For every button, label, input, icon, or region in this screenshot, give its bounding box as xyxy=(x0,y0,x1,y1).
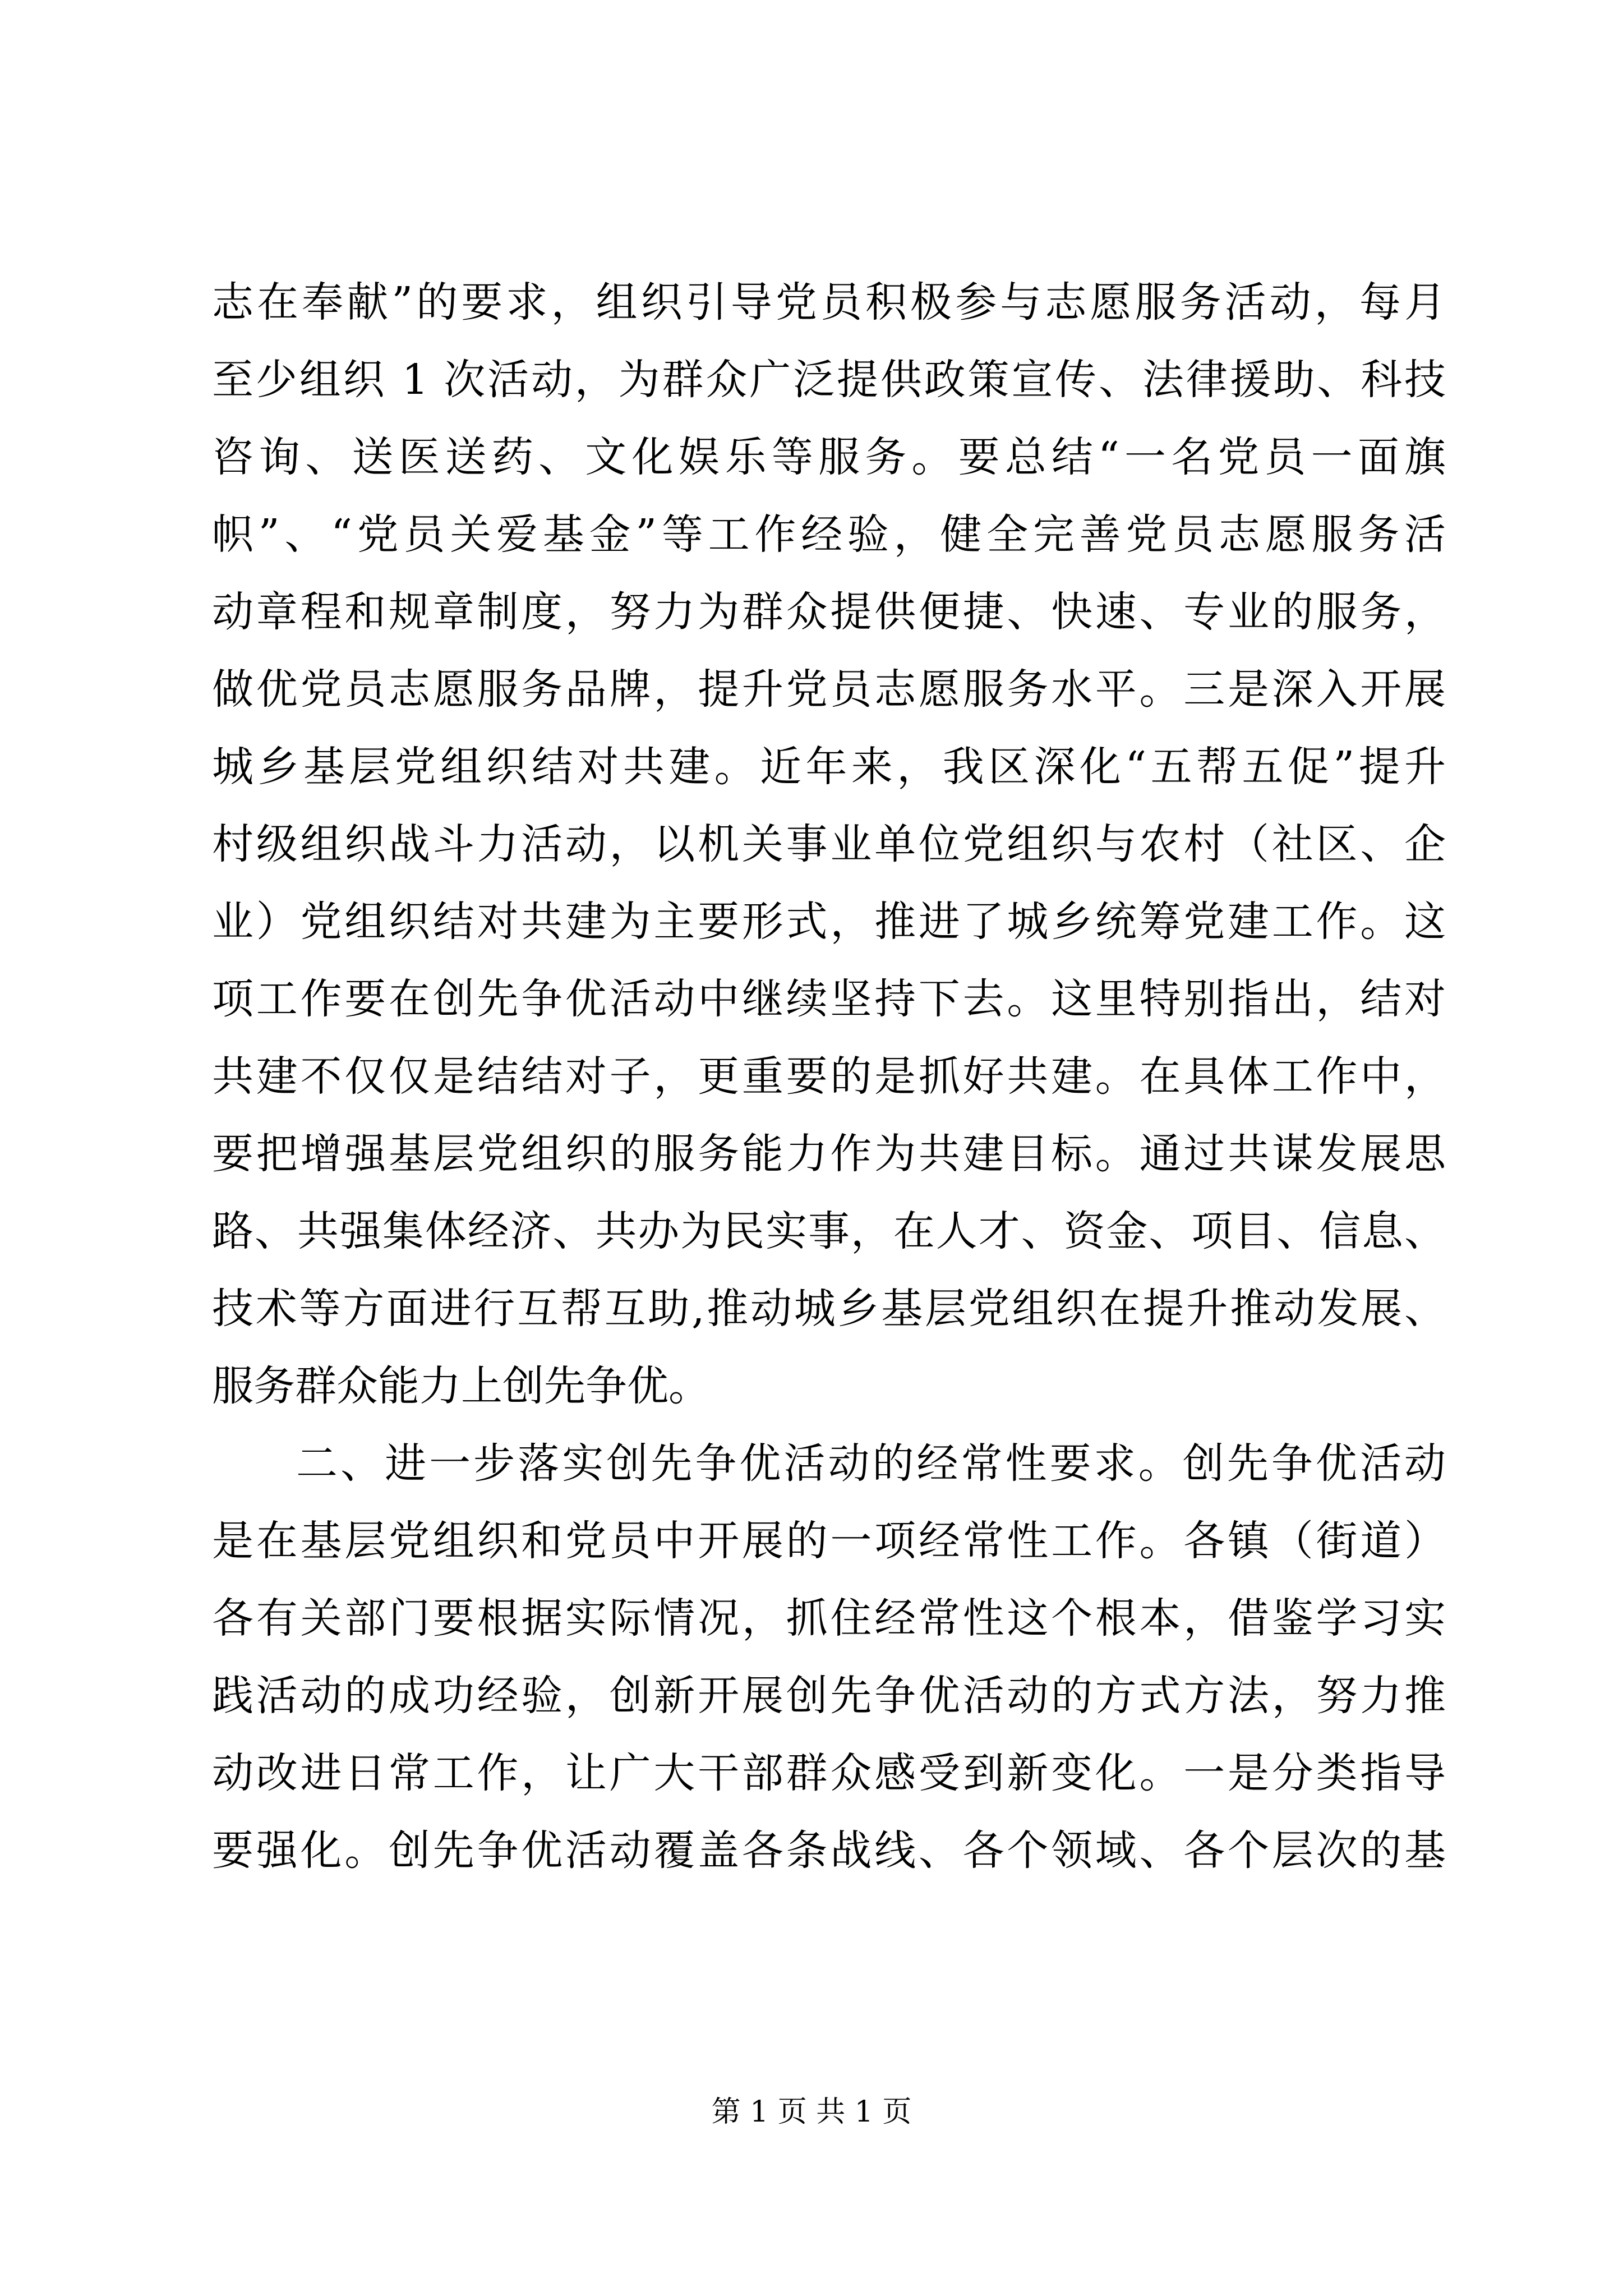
text-line: 要把增强基层党组织的服务能力作为共建目标。通过共谋发展思 xyxy=(212,1130,1446,1178)
text-line: 项工作要在创先争优活动中继续坚持下去。这里特别指出，结对 xyxy=(212,975,1446,1023)
text-line: 践活动的成功经验，创新开展创先争优活动的方式方法，努力推 xyxy=(212,1672,1446,1720)
text-line: 帜”、“党员关爱基金”等工作经验，健全完善党员志愿服务活 xyxy=(212,510,1446,559)
text-line: 城乡基层党组织结对共建。近年来，我区深化“五帮五促”提升 xyxy=(212,743,1446,791)
text-line: 动章程和规章制度，努力为群众提供便捷、快速、专业的服务， xyxy=(212,588,1446,636)
text-line: 共建不仅仅是结结对子，更重要的是抓好共建。在具体工作中， xyxy=(212,1052,1446,1101)
page-footer xyxy=(0,2092,1623,2132)
text-line: 至少组织 1 次活动，为群众广泛提供政策宣传、法律援助、科技 xyxy=(212,356,1446,404)
text-line: 村级组织战斗力活动，以机关事业单位党组织与农村（社区、企 xyxy=(212,820,1446,868)
text-line: 业）党组织结对共建为主要形式，推进了城乡统筹党建工作。这 xyxy=(212,898,1446,946)
text-line: 做优党员志愿服务品牌，提升党员志愿服务水平。三是深入开展 xyxy=(212,665,1446,714)
text-line: 路、共强集体经济、共办为民实事，在人才、资金、项目、信息、 xyxy=(212,1207,1446,1255)
text-line: 服务群众能力上创先争优。 xyxy=(212,1362,710,1410)
text-line: 要强化。创先争优活动覆盖各条战线、各个领域、各个层次的基 xyxy=(212,1826,1446,1875)
text-line: 各有关部门要根据实际情况，抓住经常性这个根本，借鉴学习实 xyxy=(212,1594,1446,1642)
text-line: 技术等方面进行互帮互助,推动城乡基层党组织在提升推动发展、 xyxy=(212,1285,1446,1333)
paragraph-start-line: 二、进一步落实创先争优活动的经常性要求。创先争优活动 xyxy=(296,1439,1446,1488)
text-line: 是在基层党组织和党员中开展的一项经常性工作。各镇（街道） xyxy=(212,1517,1446,1565)
body-text xyxy=(212,264,1446,1889)
text-line: 咨询、送医送药、文化娱乐等服务。要总结“一名党员一面旗 xyxy=(212,433,1446,481)
text-line: 志在奉献”的要求，组织引导党员积极参与志愿服务活动，每月 xyxy=(212,278,1446,326)
text-line: 动改进日常工作，让广大干部群众感受到新变化。一是分类指导 xyxy=(212,1749,1446,1797)
page-number-label: 第 1 页 共 1 页 xyxy=(711,2095,912,2129)
